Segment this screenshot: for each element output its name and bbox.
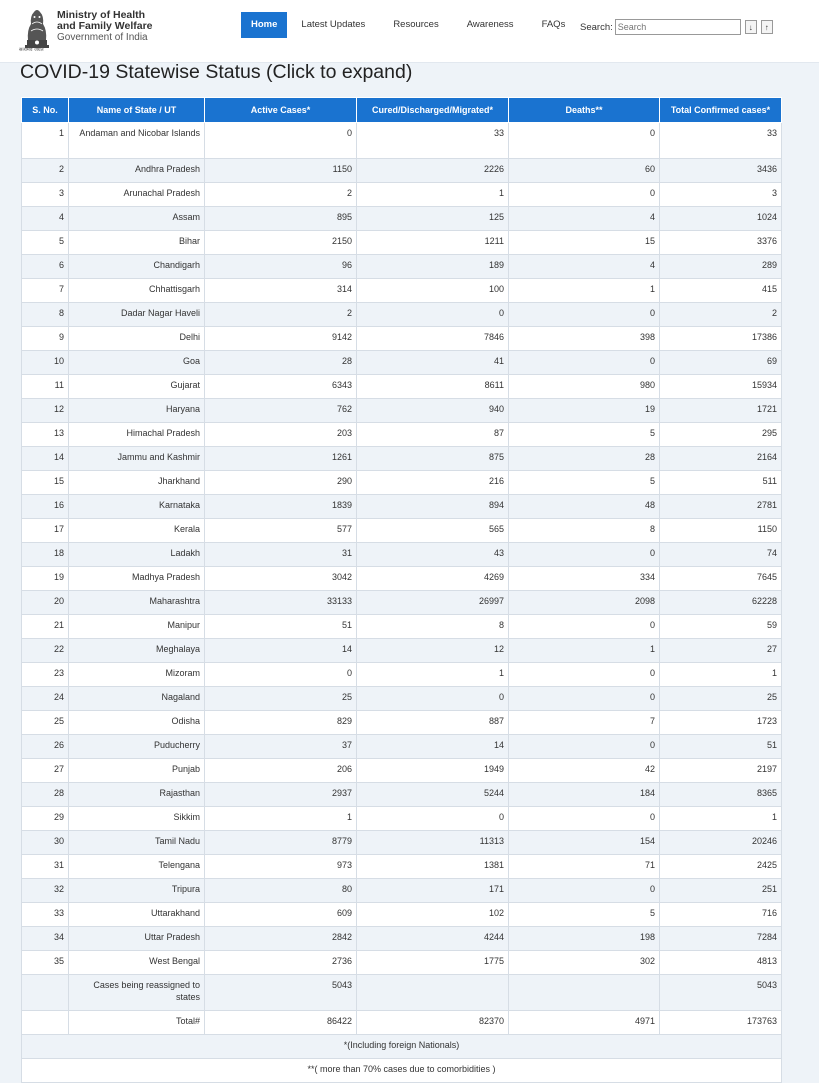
cell-state: Bihar bbox=[69, 231, 205, 255]
cell-cured: 216 bbox=[357, 471, 509, 495]
col-header-total: Total Confirmed cases* bbox=[660, 98, 782, 123]
cell-deaths: 0 bbox=[509, 663, 660, 687]
table-row[interactable] bbox=[22, 303, 782, 327]
table-row[interactable] bbox=[22, 495, 782, 519]
cell-state: Dadar Nagar Haveli bbox=[69, 303, 205, 327]
cell-sno: 17 bbox=[22, 519, 69, 543]
search-input[interactable] bbox=[615, 19, 741, 35]
cell-active: 973 bbox=[205, 855, 357, 879]
cell-sno: 12 bbox=[22, 399, 69, 423]
cell-cured: 894 bbox=[357, 495, 509, 519]
cell-cured: 125 bbox=[357, 207, 509, 231]
cell-state: Tamil Nadu bbox=[69, 831, 205, 855]
cell-total: 2781 bbox=[660, 495, 782, 519]
cell-deaths: 7 bbox=[509, 711, 660, 735]
cell-sno: 2 bbox=[22, 159, 69, 183]
cell-active: 1 bbox=[205, 807, 357, 831]
cell-sno: 6 bbox=[22, 255, 69, 279]
cell-state: Mizoram bbox=[69, 663, 205, 687]
table-row[interactable] bbox=[22, 447, 782, 471]
cell-deaths: 2098 bbox=[509, 591, 660, 615]
cell-state: Tripura bbox=[69, 879, 205, 903]
cell-cured: 12 bbox=[357, 639, 509, 663]
cell-total: 289 bbox=[660, 255, 782, 279]
cell-deaths: 48 bbox=[509, 495, 660, 519]
cell-active: 290 bbox=[205, 471, 357, 495]
cell-sno: 32 bbox=[22, 879, 69, 903]
cell-total: 17386 bbox=[660, 327, 782, 351]
cell-state: Puducherry bbox=[69, 735, 205, 759]
table-row[interactable] bbox=[22, 807, 782, 831]
cell-sno: 30 bbox=[22, 831, 69, 855]
table-row[interactable] bbox=[22, 687, 782, 711]
cell-active: 2 bbox=[205, 183, 357, 207]
table-row[interactable] bbox=[22, 207, 782, 231]
cell-active: 31 bbox=[205, 543, 357, 567]
table-row[interactable] bbox=[22, 375, 782, 399]
table-row[interactable] bbox=[22, 663, 782, 687]
cell-sno: 5 bbox=[22, 231, 69, 255]
cell-total: 1024 bbox=[660, 207, 782, 231]
cell-deaths: 4 bbox=[509, 207, 660, 231]
cell-total: 20246 bbox=[660, 831, 782, 855]
table-row[interactable] bbox=[22, 159, 782, 183]
cell-total: 4813 bbox=[660, 951, 782, 975]
cell-cured: 189 bbox=[357, 255, 509, 279]
cell-state: Meghalaya bbox=[69, 639, 205, 663]
table-row[interactable] bbox=[22, 183, 782, 207]
cell-active: 577 bbox=[205, 519, 357, 543]
cell-deaths: 71 bbox=[509, 855, 660, 879]
cell-cured: 0 bbox=[357, 303, 509, 327]
cell-total: 251 bbox=[660, 879, 782, 903]
cell-deaths: 28 bbox=[509, 447, 660, 471]
cell-deaths: 4 bbox=[509, 255, 660, 279]
cell-state: Delhi bbox=[69, 327, 205, 351]
table-row[interactable] bbox=[22, 639, 782, 663]
table-row[interactable] bbox=[22, 591, 782, 615]
cell-sno: 26 bbox=[22, 735, 69, 759]
cell-deaths: 198 bbox=[509, 927, 660, 951]
cell-total: 415 bbox=[660, 279, 782, 303]
cell-cured: 100 bbox=[357, 279, 509, 303]
cell-total: 25 bbox=[660, 687, 782, 711]
cell-sno: 15 bbox=[22, 471, 69, 495]
cell-total: 62228 bbox=[660, 591, 782, 615]
search-prev-button[interactable]: ↑ bbox=[761, 20, 773, 34]
col-header-deaths: Deaths** bbox=[509, 98, 660, 123]
cell-deaths: 0 bbox=[509, 615, 660, 639]
cell-active: 2 bbox=[205, 303, 357, 327]
col-header-sno: S. No. bbox=[22, 98, 69, 123]
cell-active: 762 bbox=[205, 399, 357, 423]
table-row[interactable] bbox=[22, 327, 782, 351]
cell-sno: 19 bbox=[22, 567, 69, 591]
cell-deaths: 4971 bbox=[509, 1011, 660, 1035]
cell-state: Himachal Pradesh bbox=[69, 423, 205, 447]
cell-deaths: 0 bbox=[509, 807, 660, 831]
cell-total: 2 bbox=[660, 303, 782, 327]
cell-total: 51 bbox=[660, 735, 782, 759]
cell-deaths: 0 bbox=[509, 879, 660, 903]
cell-sno: 29 bbox=[22, 807, 69, 831]
cell-cured: 82370 bbox=[357, 1011, 509, 1035]
cell-deaths bbox=[509, 975, 660, 1011]
cell-cured: 565 bbox=[357, 519, 509, 543]
cell-state: Uttar Pradesh bbox=[69, 927, 205, 951]
cell-active: 33133 bbox=[205, 591, 357, 615]
cell-active: 895 bbox=[205, 207, 357, 231]
table-row[interactable] bbox=[22, 927, 782, 951]
cell-cured: 875 bbox=[357, 447, 509, 471]
cell-state: Karnataka bbox=[69, 495, 205, 519]
table-row[interactable] bbox=[22, 231, 782, 255]
cell-cured: 2226 bbox=[357, 159, 509, 183]
table-body bbox=[22, 123, 782, 1083]
cell-cured: 1 bbox=[357, 663, 509, 687]
cell-sno: 22 bbox=[22, 639, 69, 663]
cell-deaths: 980 bbox=[509, 375, 660, 399]
cell-sno: 21 bbox=[22, 615, 69, 639]
cell-deaths: 42 bbox=[509, 759, 660, 783]
cell-state: Jammu and Kashmir bbox=[69, 447, 205, 471]
cell-state: Punjab bbox=[69, 759, 205, 783]
nav-item-faqs[interactable]: FAQs bbox=[541, 19, 566, 30]
cell-total: 1 bbox=[660, 807, 782, 831]
logo-line-3: Government of India bbox=[57, 32, 148, 43]
table-row[interactable] bbox=[22, 567, 782, 591]
cell-cured bbox=[357, 975, 509, 1011]
cell-sno: 31 bbox=[22, 855, 69, 879]
logo-line-2: and Family Welfare bbox=[57, 20, 153, 32]
table-row[interactable] bbox=[22, 123, 782, 159]
cell-state: Gujarat bbox=[69, 375, 205, 399]
table-row[interactable] bbox=[22, 399, 782, 423]
cell-deaths: 0 bbox=[509, 735, 660, 759]
cell-cured: 26997 bbox=[357, 591, 509, 615]
cell-deaths: 5 bbox=[509, 471, 660, 495]
table-row[interactable] bbox=[22, 759, 782, 783]
table-row[interactable] bbox=[22, 903, 782, 927]
cell-total: 15934 bbox=[660, 375, 782, 399]
cell-cured: 41 bbox=[357, 351, 509, 375]
cell-total: 8365 bbox=[660, 783, 782, 807]
cell-active: 86422 bbox=[205, 1011, 357, 1035]
table-row[interactable] bbox=[22, 543, 782, 567]
cell-state: Goa bbox=[69, 351, 205, 375]
cell-deaths: 5 bbox=[509, 423, 660, 447]
cell-deaths: 1 bbox=[509, 639, 660, 663]
page-title[interactable]: COVID-19 Statewise Status (Click to expand) bbox=[20, 61, 413, 83]
col-header-active: Active Cases* bbox=[205, 98, 357, 123]
site-header bbox=[0, 0, 819, 63]
cell-cured: 11313 bbox=[357, 831, 509, 855]
cell-cured: 940 bbox=[357, 399, 509, 423]
cell-total: 69 bbox=[660, 351, 782, 375]
cell-deaths: 0 bbox=[509, 687, 660, 711]
cell-cured: 5244 bbox=[357, 783, 509, 807]
cell-deaths: 8 bbox=[509, 519, 660, 543]
cell-sno: 33 bbox=[22, 903, 69, 927]
cell-total: 3436 bbox=[660, 159, 782, 183]
cell-active: 2937 bbox=[205, 783, 357, 807]
cell-state: Chhattisgarh bbox=[69, 279, 205, 303]
cell-active: 1839 bbox=[205, 495, 357, 519]
cell-cured: 43 bbox=[357, 543, 509, 567]
cell-deaths: 19 bbox=[509, 399, 660, 423]
cell-total: 33 bbox=[660, 123, 782, 159]
cell-deaths: 184 bbox=[509, 783, 660, 807]
cell-active: 37 bbox=[205, 735, 357, 759]
cell-cured: 8 bbox=[357, 615, 509, 639]
cell-active: 96 bbox=[205, 255, 357, 279]
cell-sno: 16 bbox=[22, 495, 69, 519]
main-nav bbox=[241, 12, 579, 38]
cell-active: 9142 bbox=[205, 327, 357, 351]
table-row[interactable] bbox=[22, 855, 782, 879]
table-note: **( more than 70% cases due to comorbidities ) bbox=[22, 1059, 782, 1083]
table-row[interactable] bbox=[22, 735, 782, 759]
cell-deaths: 5 bbox=[509, 903, 660, 927]
table-row[interactable] bbox=[22, 831, 782, 855]
cell-state: Sikkim bbox=[69, 807, 205, 831]
cell-total: 2425 bbox=[660, 855, 782, 879]
cell-total: 7645 bbox=[660, 567, 782, 591]
cell-active: 203 bbox=[205, 423, 357, 447]
table-note: *(Including foreign Nationals) bbox=[22, 1035, 782, 1059]
table-row bbox=[22, 975, 782, 1011]
cell-total: 27 bbox=[660, 639, 782, 663]
cell-state: Total# bbox=[69, 1011, 205, 1035]
cell-active: 80 bbox=[205, 879, 357, 903]
cell-deaths: 0 bbox=[509, 351, 660, 375]
statewise-status-table bbox=[21, 97, 782, 1083]
cell-sno: 18 bbox=[22, 543, 69, 567]
cell-cured: 14 bbox=[357, 735, 509, 759]
nav-item-home[interactable]: Home bbox=[241, 12, 287, 38]
cell-cured: 1381 bbox=[357, 855, 509, 879]
cell-state: Ladakh bbox=[69, 543, 205, 567]
cell-cured: 1211 bbox=[357, 231, 509, 255]
cell-total: 511 bbox=[660, 471, 782, 495]
cell-active: 206 bbox=[205, 759, 357, 783]
table-row bbox=[22, 1011, 782, 1035]
cell-state: Andaman and Nicobar Islands bbox=[69, 123, 205, 159]
cell-active: 25 bbox=[205, 687, 357, 711]
cell-deaths: 0 bbox=[509, 543, 660, 567]
cell-sno: 13 bbox=[22, 423, 69, 447]
ministry-logo-link[interactable] bbox=[57, 10, 153, 43]
table-note-row bbox=[22, 1059, 782, 1083]
cell-cured: 1949 bbox=[357, 759, 509, 783]
cell-deaths: 302 bbox=[509, 951, 660, 975]
cell-cured: 1775 bbox=[357, 951, 509, 975]
cell-total: 7284 bbox=[660, 927, 782, 951]
cell-state: Chandigarh bbox=[69, 255, 205, 279]
cell-total: 2197 bbox=[660, 759, 782, 783]
table-row[interactable] bbox=[22, 423, 782, 447]
cell-active: 6343 bbox=[205, 375, 357, 399]
cell-deaths: 0 bbox=[509, 123, 660, 159]
cell-total: 1 bbox=[660, 663, 782, 687]
cell-sno: 4 bbox=[22, 207, 69, 231]
cell-state: Madhya Pradesh bbox=[69, 567, 205, 591]
cell-state: Arunachal Pradesh bbox=[69, 183, 205, 207]
cell-total: 173763 bbox=[660, 1011, 782, 1035]
cell-sno: 27 bbox=[22, 759, 69, 783]
cell-sno: 3 bbox=[22, 183, 69, 207]
logo-line-1: Ministry of Health bbox=[57, 9, 146, 21]
cell-cured: 33 bbox=[357, 123, 509, 159]
cell-deaths: 60 bbox=[509, 159, 660, 183]
cell-total: 3376 bbox=[660, 231, 782, 255]
nav-item-resources[interactable]: Resources bbox=[393, 19, 439, 30]
table-row[interactable] bbox=[22, 519, 782, 543]
cell-state: Haryana bbox=[69, 399, 205, 423]
table-row[interactable] bbox=[22, 879, 782, 903]
cell-sno bbox=[22, 975, 69, 1011]
cell-sno: 8 bbox=[22, 303, 69, 327]
cell-cured: 0 bbox=[357, 807, 509, 831]
table-row[interactable] bbox=[22, 471, 782, 495]
search-label: Search: bbox=[580, 21, 613, 33]
cell-state: Manipur bbox=[69, 615, 205, 639]
cell-sno bbox=[22, 1011, 69, 1035]
cell-deaths: 398 bbox=[509, 327, 660, 351]
table-note-row bbox=[22, 1035, 782, 1059]
table-row[interactable] bbox=[22, 615, 782, 639]
cell-total: 1721 bbox=[660, 399, 782, 423]
col-header-state: Name of State / UT bbox=[69, 98, 205, 123]
cell-active: 14 bbox=[205, 639, 357, 663]
cell-cured: 171 bbox=[357, 879, 509, 903]
emblem-caption: सत्यमेव जयते bbox=[19, 47, 44, 53]
cell-total: 74 bbox=[660, 543, 782, 567]
nav-item-latest-updates[interactable]: Latest Updates bbox=[301, 19, 366, 30]
cell-state: Kerala bbox=[69, 519, 205, 543]
cell-state: Assam bbox=[69, 207, 205, 231]
cell-state: Rajasthan bbox=[69, 783, 205, 807]
cell-active: 28 bbox=[205, 351, 357, 375]
cell-total: 59 bbox=[660, 615, 782, 639]
cell-cured: 102 bbox=[357, 903, 509, 927]
cell-cured: 887 bbox=[357, 711, 509, 735]
cell-sno: 28 bbox=[22, 783, 69, 807]
cell-sno: 25 bbox=[22, 711, 69, 735]
cell-sno: 10 bbox=[22, 351, 69, 375]
cell-total: 295 bbox=[660, 423, 782, 447]
cell-sno: 14 bbox=[22, 447, 69, 471]
cell-deaths: 0 bbox=[509, 303, 660, 327]
cell-deaths: 1 bbox=[509, 279, 660, 303]
cell-cured: 7846 bbox=[357, 327, 509, 351]
cell-active: 609 bbox=[205, 903, 357, 927]
cell-sno: 23 bbox=[22, 663, 69, 687]
cell-deaths: 334 bbox=[509, 567, 660, 591]
national-emblem-icon bbox=[22, 4, 52, 52]
cell-cured: 0 bbox=[357, 687, 509, 711]
cell-total: 5043 bbox=[660, 975, 782, 1011]
cell-sno: 1 bbox=[22, 123, 69, 159]
search-bar bbox=[580, 19, 773, 35]
cell-cured: 87 bbox=[357, 423, 509, 447]
cell-sno: 7 bbox=[22, 279, 69, 303]
header-row bbox=[22, 98, 782, 123]
cell-state: Odisha bbox=[69, 711, 205, 735]
cell-state: Nagaland bbox=[69, 687, 205, 711]
cell-state: Andhra Pradesh bbox=[69, 159, 205, 183]
cell-sno: 34 bbox=[22, 927, 69, 951]
cell-active: 314 bbox=[205, 279, 357, 303]
cell-active: 5043 bbox=[205, 975, 357, 1011]
table-row[interactable] bbox=[22, 951, 782, 975]
cell-deaths: 15 bbox=[509, 231, 660, 255]
table-row[interactable] bbox=[22, 255, 782, 279]
cell-active: 8779 bbox=[205, 831, 357, 855]
cell-total: 1150 bbox=[660, 519, 782, 543]
cell-total: 1723 bbox=[660, 711, 782, 735]
table-row[interactable] bbox=[22, 279, 782, 303]
cell-active: 51 bbox=[205, 615, 357, 639]
cell-state: Maharashtra bbox=[69, 591, 205, 615]
cell-cured: 4269 bbox=[357, 567, 509, 591]
cell-sno: 11 bbox=[22, 375, 69, 399]
cell-total: 2164 bbox=[660, 447, 782, 471]
cell-active: 2736 bbox=[205, 951, 357, 975]
table-row[interactable] bbox=[22, 351, 782, 375]
cell-sno: 9 bbox=[22, 327, 69, 351]
cell-state: Cases being reassigned to states bbox=[69, 975, 205, 1011]
table-header bbox=[22, 98, 782, 123]
table-row[interactable] bbox=[22, 711, 782, 735]
cell-sno: 35 bbox=[22, 951, 69, 975]
cell-active: 1261 bbox=[205, 447, 357, 471]
cell-state: Uttarakhand bbox=[69, 903, 205, 927]
table-row[interactable] bbox=[22, 783, 782, 807]
cell-sno: 24 bbox=[22, 687, 69, 711]
cell-sno: 20 bbox=[22, 591, 69, 615]
cell-active: 0 bbox=[205, 123, 357, 159]
col-header-cured: Cured/Discharged/Migrated* bbox=[357, 98, 509, 123]
cell-active: 829 bbox=[205, 711, 357, 735]
cell-deaths: 0 bbox=[509, 183, 660, 207]
cell-deaths: 154 bbox=[509, 831, 660, 855]
cell-total: 716 bbox=[660, 903, 782, 927]
cell-active: 2150 bbox=[205, 231, 357, 255]
cell-total: 3 bbox=[660, 183, 782, 207]
cell-active: 3042 bbox=[205, 567, 357, 591]
cell-state: Jharkhand bbox=[69, 471, 205, 495]
cell-cured: 1 bbox=[357, 183, 509, 207]
cell-active: 1150 bbox=[205, 159, 357, 183]
cell-active: 0 bbox=[205, 663, 357, 687]
nav-item-awareness[interactable]: Awareness bbox=[466, 19, 514, 30]
cell-state: Telengana bbox=[69, 855, 205, 879]
cell-cured: 4244 bbox=[357, 927, 509, 951]
cell-active: 2842 bbox=[205, 927, 357, 951]
cell-cured: 8611 bbox=[357, 375, 509, 399]
search-next-button[interactable]: ↓ bbox=[745, 20, 757, 34]
cell-state: West Bengal bbox=[69, 951, 205, 975]
